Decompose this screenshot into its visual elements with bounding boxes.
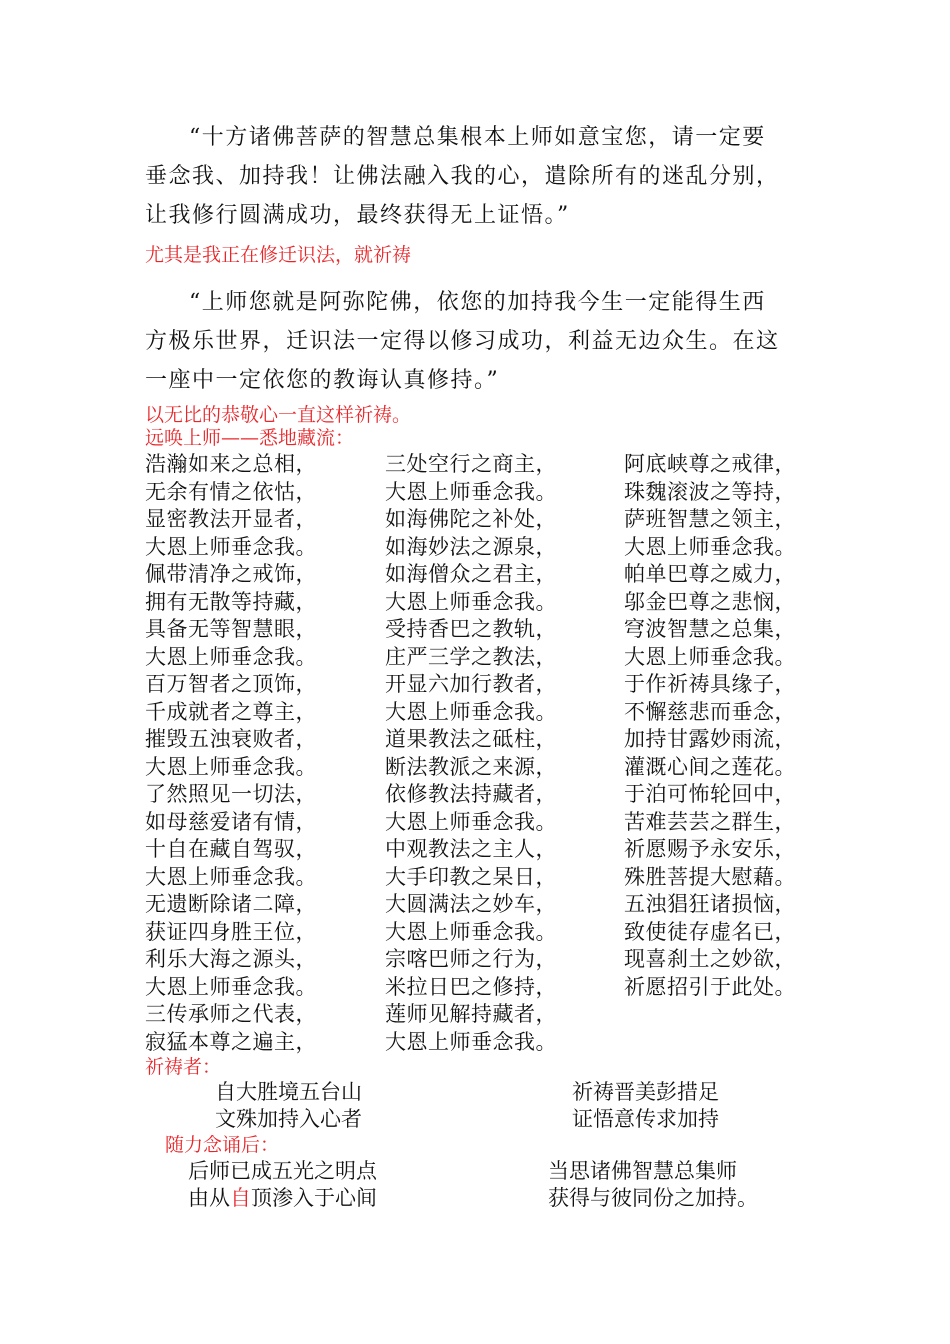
note-supplicant: 祈祷者： bbox=[145, 1056, 222, 1078]
verse-line: 显密教法开显者， bbox=[145, 507, 317, 531]
verse-line: 拥有无散等持藏， bbox=[145, 589, 317, 614]
verse-line: 珠魏滚波之等持， bbox=[624, 479, 796, 504]
verse-line: 受持香巴之教轨， bbox=[385, 617, 557, 641]
verse-line: 浩瀚如来之总相， bbox=[145, 452, 317, 476]
verse-line: 三传承师之代表， bbox=[145, 1002, 317, 1026]
verse-line: 于泊可怖轮回中， bbox=[624, 782, 796, 806]
colophon-right-line-2: 证悟意传求加持 bbox=[572, 1107, 719, 1131]
verse-line: 大恩上师垂念我。 bbox=[624, 644, 796, 669]
verse-line: 大恩上师垂念我。 bbox=[624, 534, 796, 559]
verse-line: 大恩上师垂念我。 bbox=[145, 974, 317, 999]
verse-line: 莲师见解持藏者， bbox=[385, 1002, 557, 1026]
verse-line: 利乐大海之源头， bbox=[145, 947, 317, 971]
verse-line: 大手印教之杲日， bbox=[385, 864, 557, 889]
verse-line: 米拉日巴之修持， bbox=[385, 974, 557, 999]
intro-prayer bbox=[145, 118, 805, 235]
verse-line: 阿底峡尊之戒律， bbox=[624, 452, 796, 476]
verse-line: 道果教法之砥柱， bbox=[385, 727, 557, 751]
verse-line: 大恩上师垂念我。 bbox=[145, 864, 317, 889]
verse-line: 佩带清净之戒饰， bbox=[145, 562, 317, 586]
verse-line: 摧毁五浊衰败者， bbox=[145, 727, 317, 751]
verse-line: 致使徒存虚名已， bbox=[624, 919, 796, 944]
colophon-right-line-1: 祈祷晋美彭措足 bbox=[572, 1080, 719, 1104]
note-title: 远唤上师——悉地藏流： bbox=[145, 427, 355, 449]
verse-line: 庄严三学之教法， bbox=[385, 644, 557, 669]
closing-highlight-char: 自 bbox=[230, 1186, 251, 1210]
note-recite-after: 随力念诵后： bbox=[165, 1134, 280, 1156]
closing-right-line-1: 当思诸佛智慧总集师 bbox=[548, 1159, 737, 1183]
closing-left-line-2-suffix: 顶渗入于心间 bbox=[251, 1186, 377, 1210]
verse-line: 不懈慈悲而垂念， bbox=[624, 699, 796, 724]
verse-line: 如海妙法之源泉， bbox=[385, 534, 557, 559]
verse-line: 寂猛本尊之遍主， bbox=[145, 1029, 317, 1054]
verse-line: 具备无等智慧眼， bbox=[145, 617, 317, 641]
verse-line: 现喜刹土之妙欲， bbox=[624, 947, 796, 971]
intro-prayer-line-1: “十方诸佛菩萨的智慧总集根本上师如意宝您，请一定要 bbox=[189, 125, 766, 150]
verse-line: 断法教派之来源， bbox=[385, 754, 557, 779]
verse-line: 如海佛陀之补处， bbox=[385, 507, 557, 531]
amitabha-prayer-line-3: 一座中一定依您的教诲认真修持。” bbox=[145, 368, 500, 393]
colophon-left-line-2: 文殊加持入心者 bbox=[215, 1107, 362, 1131]
verse-line: 中观教法之主人， bbox=[385, 837, 557, 861]
verse-line: 苦难芸芸之群生， bbox=[624, 809, 796, 834]
verse-line: 开显六加行教者， bbox=[385, 672, 557, 696]
verse-line: 祈愿招引于此处。 bbox=[624, 974, 796, 999]
note-reverence: 以无比的恭敬心一直这样祈祷。 bbox=[145, 404, 412, 426]
verse-line: 三处空行之商主， bbox=[385, 452, 557, 476]
closing-right-line-2: 获得与彼同份之加持。 bbox=[548, 1186, 758, 1210]
verse-line: 如海僧众之君主， bbox=[385, 562, 557, 586]
verse-line: 了然照见一切法， bbox=[145, 782, 317, 806]
amitabha-prayer-line-2: 方极乐世界，迁识法一定得以修习成功，利益无边众生。在这 bbox=[145, 329, 780, 354]
closing-left-line-2-prefix: 由从 bbox=[188, 1186, 230, 1210]
note-transference: 尤其是我正在修迁识法，就祈祷 bbox=[145, 244, 412, 266]
verse-line: 大圆满法之妙车， bbox=[385, 892, 557, 916]
verse-line: 祈愿赐予永安乐， bbox=[624, 837, 796, 861]
verse-line: 于作祈祷具缘子， bbox=[624, 672, 796, 696]
verse-line: 千成就者之尊主， bbox=[145, 699, 317, 724]
verse-line: 百万智者之顶饰， bbox=[145, 672, 317, 696]
verse-line: 邬金巴尊之悲悯， bbox=[624, 589, 796, 614]
verse-line: 大恩上师垂念我。 bbox=[385, 589, 557, 614]
verse-line: 获证四身胜王位， bbox=[145, 919, 317, 944]
verse-column-2 bbox=[385, 451, 557, 1056]
verse-line: 如母慈爱诸有情， bbox=[145, 809, 317, 834]
closing-left-line-2 bbox=[188, 1185, 377, 1212]
amitabha-prayer bbox=[145, 283, 805, 400]
verse-line: 大恩上师垂念我。 bbox=[385, 919, 557, 944]
verse-line: 大恩上师垂念我。 bbox=[145, 754, 317, 779]
closing-left-line-1: 后师已成五光之明点 bbox=[188, 1159, 377, 1183]
verse-line: 殊胜菩提大慰藉。 bbox=[624, 864, 796, 889]
verse-line: 宗喀巴师之行为， bbox=[385, 947, 557, 971]
verse-line: 大恩上师垂念我。 bbox=[385, 699, 557, 724]
colophon-left-line-1: 自大胜境五台山 bbox=[215, 1080, 362, 1104]
intro-prayer-line-3: 让我修行圆满成功，最终获得无上证悟。” bbox=[145, 203, 570, 228]
verse-line: 无余有情之依怙， bbox=[145, 479, 317, 504]
verse-line: 灌溉心间之莲花。 bbox=[624, 754, 796, 779]
verse-line: 萨班智慧之领主， bbox=[624, 507, 796, 531]
verse-line: 十自在藏自驾驭， bbox=[145, 837, 317, 861]
verse-line: 大恩上师垂念我。 bbox=[385, 809, 557, 834]
verse-line: 大恩上师垂念我。 bbox=[385, 1029, 557, 1054]
verse-line: 无遗断除诸二障， bbox=[145, 892, 317, 916]
intro-prayer-line-2: 垂念我、加持我！让佛法融入我的心，遣除所有的迷乱分别， bbox=[145, 164, 780, 189]
verse-line: 大恩上师垂念我。 bbox=[145, 644, 317, 669]
verse-column-1 bbox=[145, 451, 317, 1056]
verse-line: 大恩上师垂念我。 bbox=[385, 479, 557, 504]
verse-line: 加持甘露妙雨流， bbox=[624, 727, 796, 751]
verse-column-3 bbox=[624, 451, 796, 1001]
amitabha-prayer-line-1: “上师您就是阿弥陀佛，依您的加持我今生一定能得生西 bbox=[189, 290, 766, 315]
verse-line: 依修教法持藏者， bbox=[385, 782, 557, 806]
verse-line: 帕单巴尊之威力， bbox=[624, 562, 796, 586]
verse-line: 穹波智慧之总集， bbox=[624, 617, 796, 641]
verse-line: 五浊猖狂诸损恼， bbox=[624, 892, 796, 916]
verse-line: 大恩上师垂念我。 bbox=[145, 534, 317, 559]
